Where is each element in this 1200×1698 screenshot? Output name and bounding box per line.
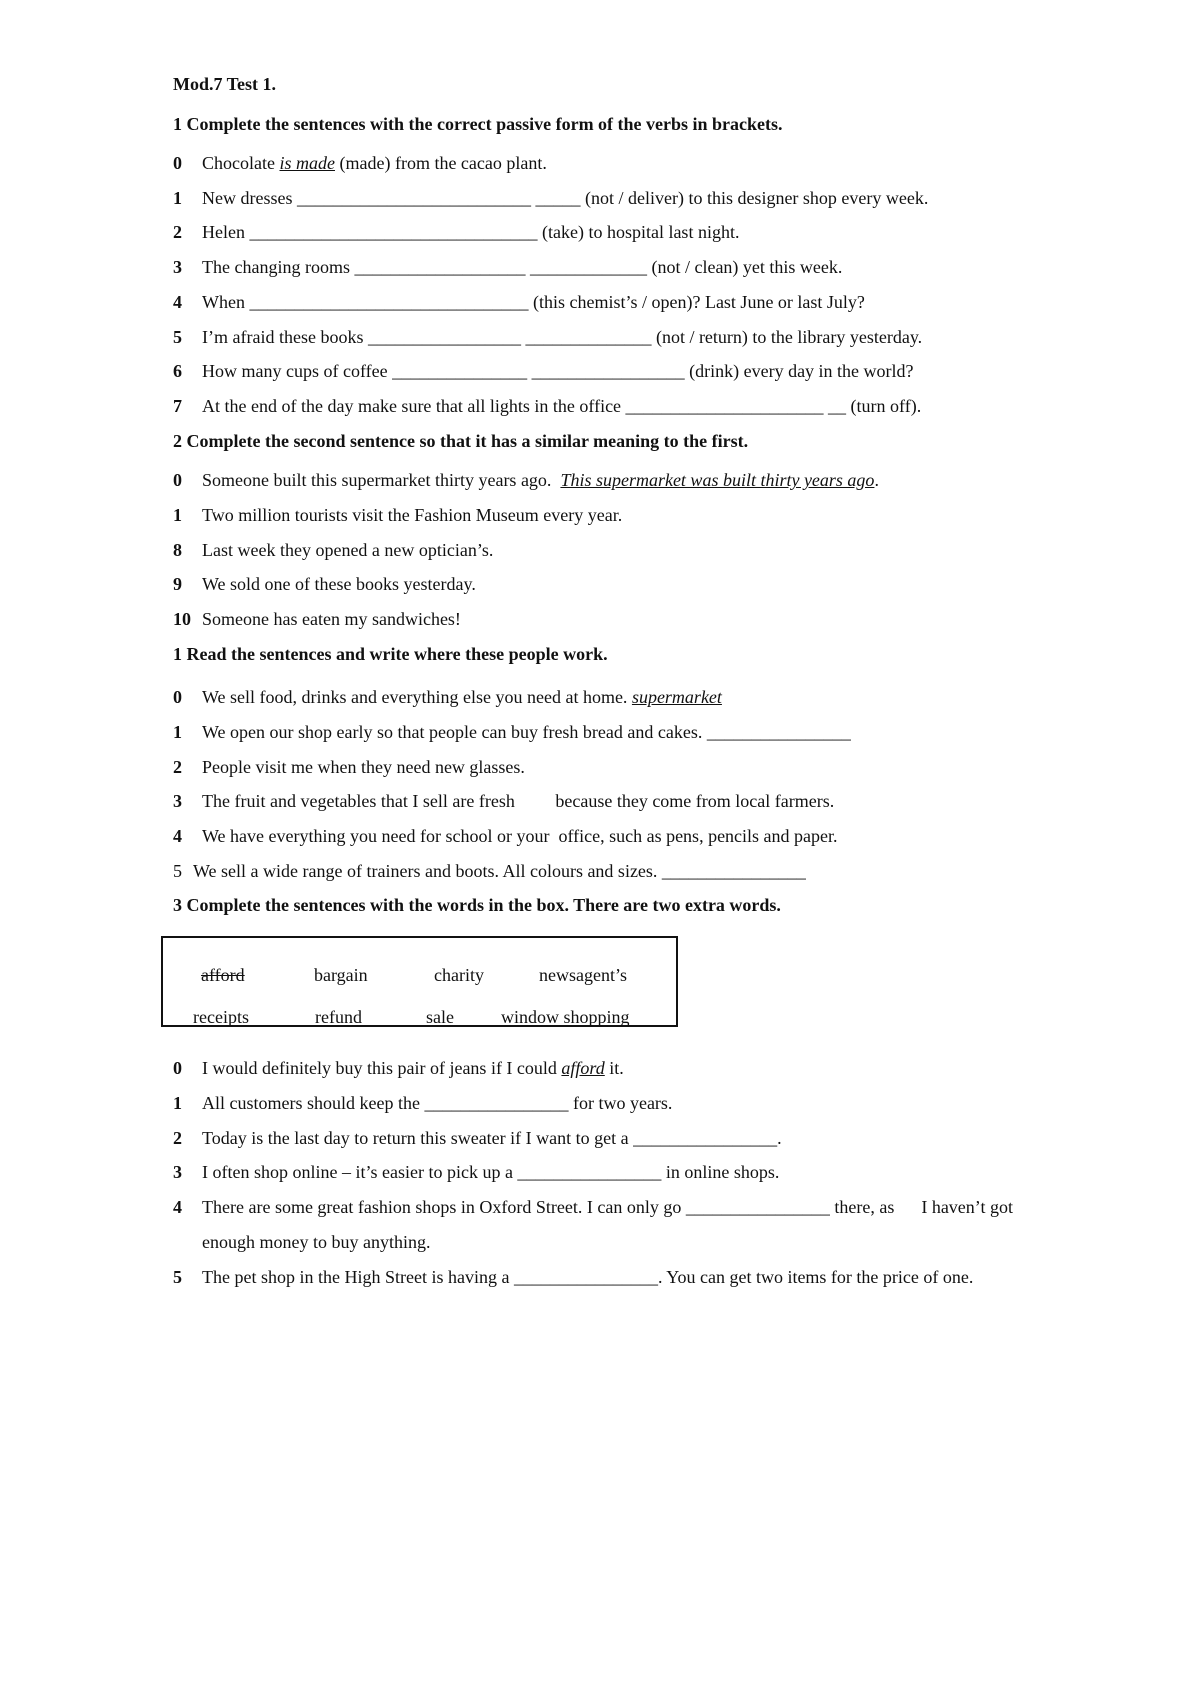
item-number: 3 bbox=[173, 257, 182, 277]
item-text: The changing rooms ___________________ _____________ (not / clean) yet this week. bbox=[202, 257, 843, 277]
item-number: 5 bbox=[173, 327, 182, 347]
item-number: 0 bbox=[173, 153, 182, 173]
item-text: I would definitely buy this pair of jeans if I could afford it. bbox=[202, 1058, 624, 1078]
item-text: The pet shop in the High Street is having a ________________. You can get two items for the price of one. bbox=[202, 1267, 974, 1287]
item-text: Last week they opened a new optician’s. bbox=[202, 540, 494, 560]
page-title: Mod.7 Test 1. bbox=[173, 74, 277, 94]
word-box-item: bargain bbox=[314, 965, 368, 985]
word-box-item: charity bbox=[434, 965, 484, 985]
item-number: 6 bbox=[173, 361, 182, 381]
section-heading: 2 Complete the second sentence so that it has a similar meaning to the first. bbox=[173, 431, 749, 451]
item-number: 1 bbox=[173, 188, 182, 208]
section-heading: 1 Complete the sentences with the correct passive form of the verbs in brackets. bbox=[173, 114, 783, 134]
item-text: There are some great fashion shops in Oxford Street. I can only go ________________ there, as I haven’t got bbox=[202, 1197, 1013, 1217]
item-number: 7 bbox=[173, 396, 182, 416]
word-box-item: sale bbox=[426, 1007, 454, 1027]
item-text-continued: enough money to buy anything. bbox=[202, 1232, 431, 1252]
item-number: 3 bbox=[173, 791, 182, 811]
item-text: We sell a wide range of trainers and boots. All colours and sizes. ________________ bbox=[193, 861, 806, 881]
example-answer: afford bbox=[561, 1058, 605, 1078]
item-text: Helen ________________________________ (take) to hospital last night. bbox=[202, 222, 740, 242]
word-box-item: window shopping bbox=[501, 1007, 630, 1027]
item-text: Today is the last day to return this sweater if I want to get a ________________. bbox=[202, 1128, 782, 1148]
item-text: Chocolate is made (made) from the cacao plant. bbox=[202, 153, 547, 173]
item-text: I often shop online – it’s easier to pick up a ________________ in online shops. bbox=[202, 1162, 780, 1182]
item-number: 1 bbox=[173, 505, 182, 525]
item-number: 8 bbox=[173, 540, 182, 560]
item-text: When _______________________________ (this chemist’s / open)? Last June or last July? bbox=[202, 292, 865, 312]
example-answer: This supermarket was built thirty years ago bbox=[560, 470, 875, 490]
word-box-item: refund bbox=[315, 1007, 362, 1027]
item-text: We have everything you need for school or your office, such as pens, pencils and paper. bbox=[202, 826, 838, 846]
item-number: 5 bbox=[173, 861, 182, 881]
item-number: 4 bbox=[173, 826, 182, 846]
item-text: The fruit and vegetables that I sell are fresh because they come from local farmers. bbox=[202, 791, 835, 811]
item-text: New dresses __________________________ _____ (not / deliver) to this designer shop every week. bbox=[202, 188, 929, 208]
section-heading: 3 Complete the sentences with the words in the box. There are two extra words. bbox=[173, 895, 781, 915]
item-text: All customers should keep the ________________ for two years. bbox=[202, 1093, 673, 1113]
item-text: Someone built this supermarket thirty years ago. This supermarket was built thirty years ago. bbox=[202, 470, 879, 490]
item-text: Two million tourists visit the Fashion Museum every year. bbox=[202, 505, 623, 525]
word-box-item: afford bbox=[201, 965, 245, 985]
item-number: 1 bbox=[173, 722, 182, 742]
example-answer: supermarket bbox=[631, 687, 722, 707]
item-text: Someone has eaten my sandwiches! bbox=[202, 609, 461, 629]
word-box bbox=[161, 936, 678, 1027]
item-text: At the end of the day make sure that all lights in the office ______________________ __ (turn off). bbox=[202, 396, 922, 416]
item-number: 3 bbox=[173, 1162, 182, 1182]
item-text: People visit me when they need new glasses. bbox=[202, 757, 525, 777]
example-answer: is made bbox=[279, 153, 335, 173]
item-text: We sold one of these books yesterday. bbox=[202, 574, 476, 594]
item-number: 10 bbox=[173, 609, 191, 629]
item-text: We open our shop early so that people can buy fresh bread and cakes. ________________ bbox=[202, 722, 851, 742]
item-number: 0 bbox=[173, 470, 182, 490]
item-text: How many cups of coffee _______________ _________________ (drink) every day in the world? bbox=[202, 361, 914, 381]
item-number: 1 bbox=[173, 1093, 182, 1113]
item-number: 4 bbox=[173, 1197, 182, 1217]
word-box-item: receipts bbox=[193, 1007, 249, 1027]
item-text: We sell food, drinks and everything else you need at home. supermarket bbox=[202, 687, 722, 707]
item-number: 0 bbox=[173, 1058, 182, 1078]
item-number: 0 bbox=[173, 687, 182, 707]
item-number: 2 bbox=[173, 757, 182, 777]
item-number: 4 bbox=[173, 292, 182, 312]
section-heading: 1 Read the sentences and write where these people work. bbox=[173, 644, 608, 664]
item-number: 5 bbox=[173, 1267, 182, 1287]
item-number: 2 bbox=[173, 1128, 182, 1148]
item-number: 9 bbox=[173, 574, 182, 594]
item-text: I’m afraid these books _________________ ______________ (not / return) to the library yesterday. bbox=[202, 327, 923, 347]
word-box-item: newsagent’s bbox=[539, 965, 627, 985]
item-number: 2 bbox=[173, 222, 182, 242]
